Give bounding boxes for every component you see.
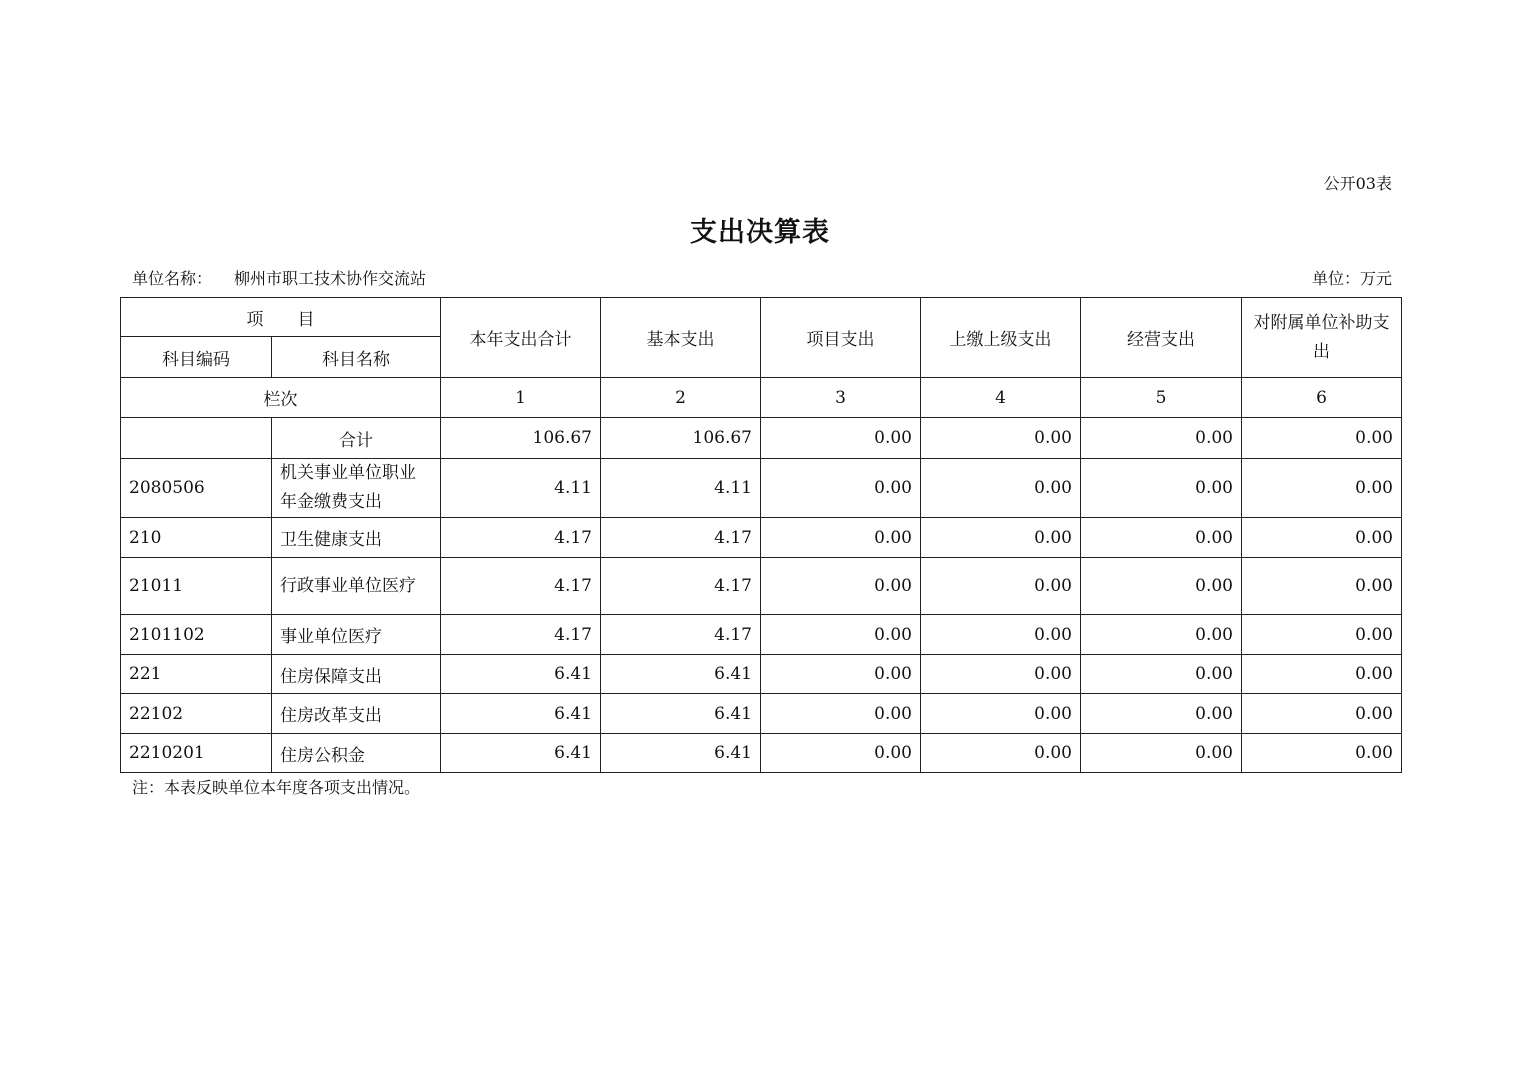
row-code: 2080506 bbox=[121, 459, 272, 518]
table-row bbox=[121, 518, 1402, 558]
row-subsidy: 0.00 bbox=[1242, 655, 1402, 694]
row-project: 0.00 bbox=[761, 615, 921, 655]
header-business: 经营支出 bbox=[1081, 298, 1242, 378]
row-subsidy: 0.00 bbox=[1242, 418, 1402, 459]
column-index-4: 4 bbox=[921, 378, 1081, 418]
row-project: 0.00 bbox=[761, 518, 921, 558]
row-total: 106.67 bbox=[441, 418, 601, 459]
footnote: 注：本表反映单位本年度各项支出情况。 bbox=[132, 778, 421, 797]
header-row-1 bbox=[121, 298, 1402, 337]
row-subsidy: 0.00 bbox=[1242, 615, 1402, 655]
form-number: 公开03表 bbox=[1323, 174, 1392, 193]
row-upper: 0.00 bbox=[921, 418, 1081, 459]
row-upper: 0.00 bbox=[921, 615, 1081, 655]
table-row bbox=[121, 558, 1402, 615]
row-total: 6.41 bbox=[441, 655, 601, 694]
row-name: 住房保障支出 bbox=[272, 655, 441, 694]
unit-name-value: 柳州市职工技术协作交流站 bbox=[234, 269, 427, 288]
row-project: 0.00 bbox=[761, 418, 921, 459]
row-code: 21011 bbox=[121, 558, 272, 615]
row-project: 0.00 bbox=[761, 655, 921, 694]
row-upper: 0.00 bbox=[921, 558, 1081, 615]
row-basic: 6.41 bbox=[601, 694, 761, 734]
row-business: 0.00 bbox=[1081, 734, 1242, 773]
row-upper: 0.00 bbox=[921, 694, 1081, 734]
table-row bbox=[121, 734, 1402, 773]
currency-unit: 单位：万元 bbox=[1311, 269, 1392, 288]
table-row bbox=[121, 694, 1402, 734]
row-name: 住房公积金 bbox=[272, 734, 441, 773]
column-index-1: 1 bbox=[441, 378, 601, 418]
row-project: 0.00 bbox=[761, 459, 921, 518]
header-item: 项 目 bbox=[121, 298, 441, 337]
table-row bbox=[121, 655, 1402, 694]
header-total: 本年支出合计 bbox=[441, 298, 601, 378]
row-basic: 4.17 bbox=[601, 558, 761, 615]
header-project: 项目支出 bbox=[761, 298, 921, 378]
row-upper: 0.00 bbox=[921, 734, 1081, 773]
header-upper: 上缴上级支出 bbox=[921, 298, 1081, 378]
row-subsidy: 0.00 bbox=[1242, 558, 1402, 615]
row-name: 住房改革支出 bbox=[272, 694, 441, 734]
row-business: 0.00 bbox=[1081, 615, 1242, 655]
unit-name-label: 单位名称： bbox=[132, 269, 213, 288]
row-code bbox=[121, 418, 272, 459]
row-name: 机关事业单位职业年金缴费支出 bbox=[272, 459, 441, 518]
column-index-row bbox=[121, 378, 1402, 418]
row-project: 0.00 bbox=[761, 558, 921, 615]
row-basic: 6.41 bbox=[601, 734, 761, 773]
row-basic: 4.17 bbox=[601, 518, 761, 558]
column-index-3: 3 bbox=[761, 378, 921, 418]
row-upper: 0.00 bbox=[921, 459, 1081, 518]
row-basic: 4.11 bbox=[601, 459, 761, 518]
row-business: 0.00 bbox=[1081, 418, 1242, 459]
row-subsidy: 0.00 bbox=[1242, 694, 1402, 734]
page-title: 支出决算表 bbox=[690, 217, 830, 248]
row-code: 210 bbox=[121, 518, 272, 558]
row-basic: 106.67 bbox=[601, 418, 761, 459]
column-index-6: 6 bbox=[1242, 378, 1402, 418]
row-name: 合计 bbox=[272, 418, 441, 459]
row-subsidy: 0.00 bbox=[1242, 518, 1402, 558]
row-subsidy: 0.00 bbox=[1242, 459, 1402, 518]
row-business: 0.00 bbox=[1081, 558, 1242, 615]
header-subsidy: 对附属单位补助支出 bbox=[1242, 298, 1402, 378]
unit-name-line bbox=[132, 266, 426, 289]
column-index-2: 2 bbox=[601, 378, 761, 418]
row-project: 0.00 bbox=[761, 734, 921, 773]
row-total: 4.11 bbox=[441, 459, 601, 518]
row-project: 0.00 bbox=[761, 694, 921, 734]
row-upper: 0.00 bbox=[921, 655, 1081, 694]
row-basic: 4.17 bbox=[601, 615, 761, 655]
row-total: 6.41 bbox=[441, 734, 601, 773]
row-business: 0.00 bbox=[1081, 655, 1242, 694]
row-name: 卫生健康支出 bbox=[272, 518, 441, 558]
row-business: 0.00 bbox=[1081, 694, 1242, 734]
table-row bbox=[121, 459, 1402, 518]
header-basic: 基本支出 bbox=[601, 298, 761, 378]
row-code: 221 bbox=[121, 655, 272, 694]
row-basic: 6.41 bbox=[601, 655, 761, 694]
column-index-5: 5 bbox=[1081, 378, 1242, 418]
table-row bbox=[121, 418, 1402, 459]
row-business: 0.00 bbox=[1081, 518, 1242, 558]
row-code: 22102 bbox=[121, 694, 272, 734]
row-name: 事业单位医疗 bbox=[272, 615, 441, 655]
expenditure-table bbox=[120, 297, 1402, 773]
header-name: 科目名称 bbox=[272, 337, 441, 378]
column-index-label: 栏次 bbox=[121, 378, 441, 418]
header-code: 科目编码 bbox=[121, 337, 272, 378]
row-code: 2101102 bbox=[121, 615, 272, 655]
row-code: 2210201 bbox=[121, 734, 272, 773]
table-row bbox=[121, 615, 1402, 655]
row-name: 行政事业单位医疗 bbox=[272, 558, 441, 615]
row-total: 6.41 bbox=[441, 694, 601, 734]
row-business: 0.00 bbox=[1081, 459, 1242, 518]
row-upper: 0.00 bbox=[921, 518, 1081, 558]
row-total: 4.17 bbox=[441, 518, 601, 558]
row-subsidy: 0.00 bbox=[1242, 734, 1402, 773]
row-total: 4.17 bbox=[441, 558, 601, 615]
row-total: 4.17 bbox=[441, 615, 601, 655]
